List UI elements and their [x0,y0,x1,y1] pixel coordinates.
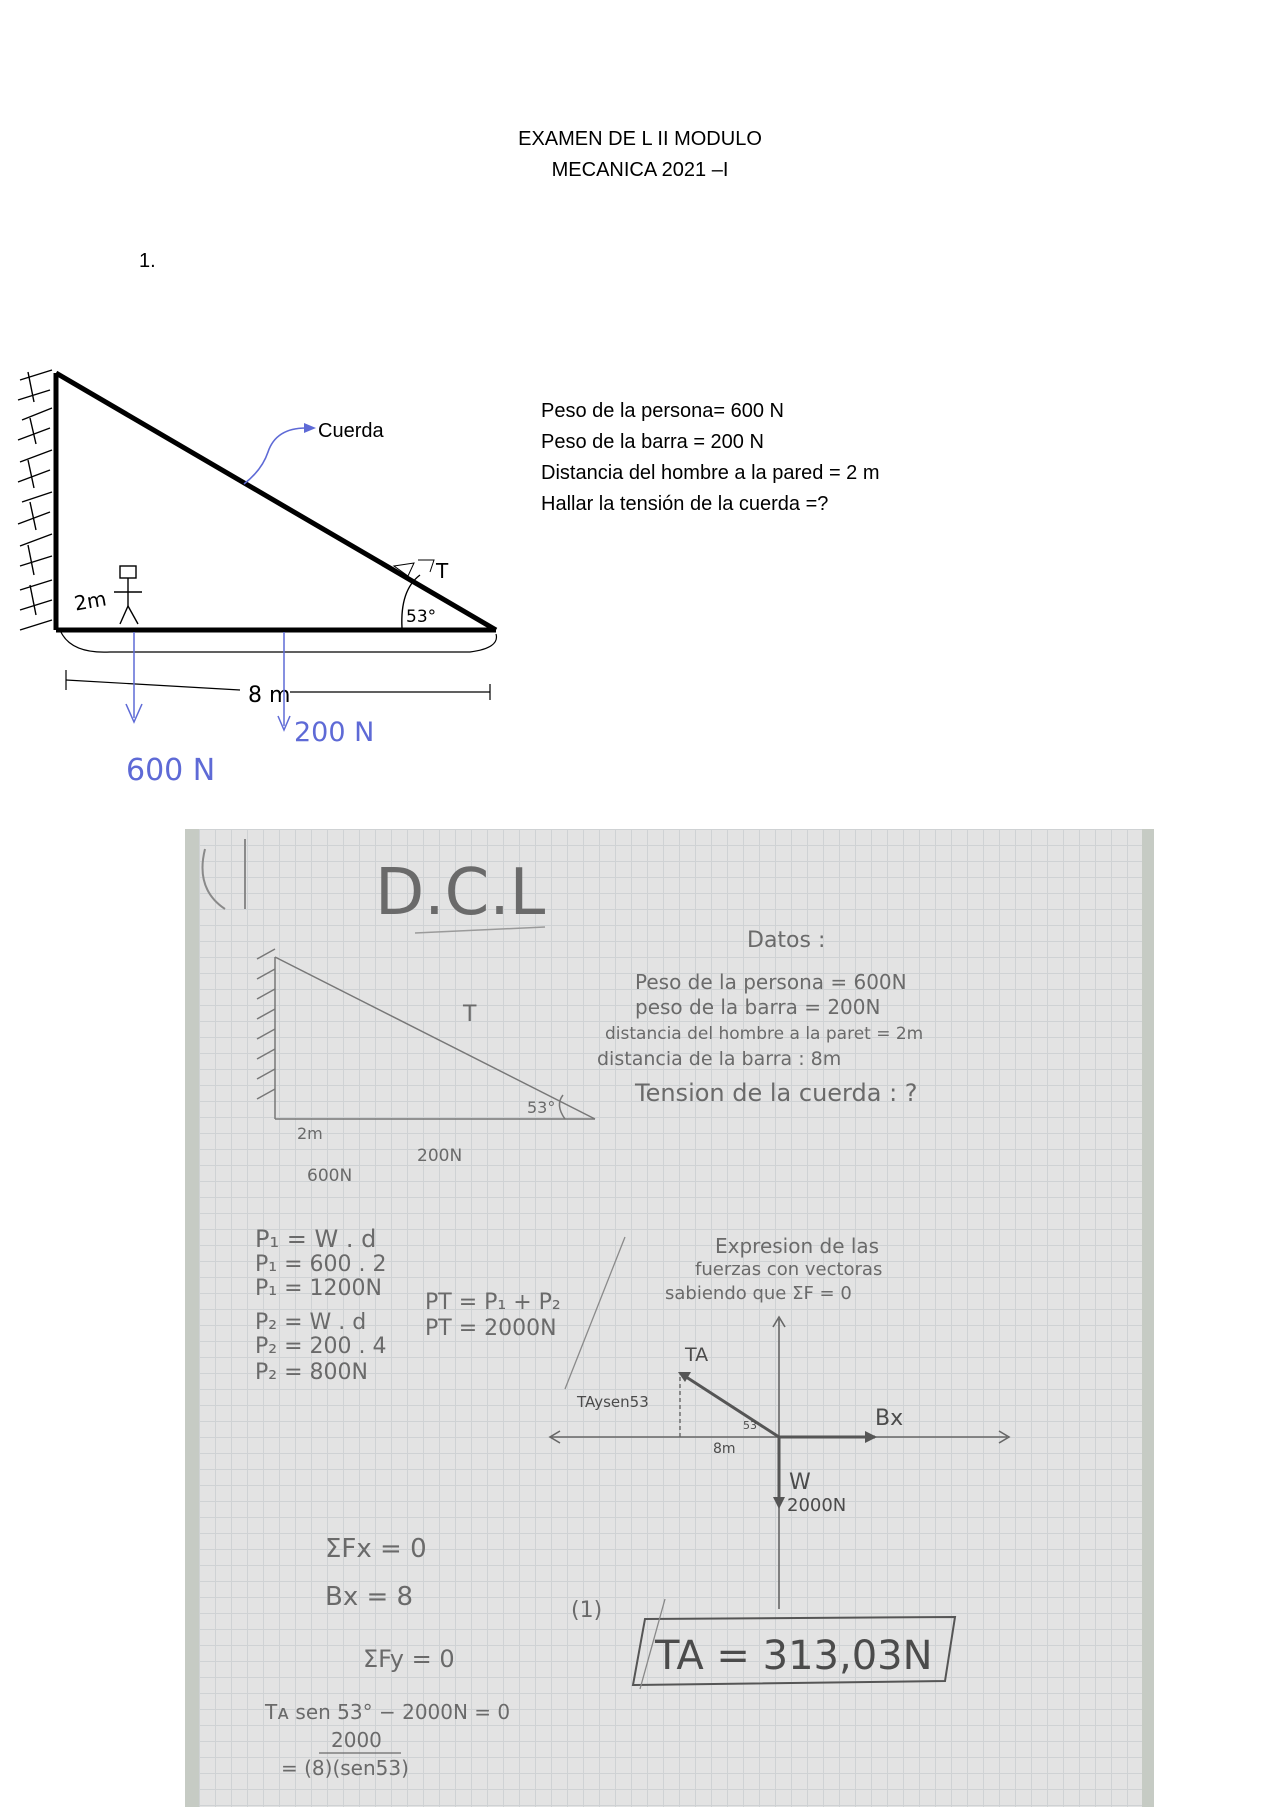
equation-2: Bx = 8 [325,1582,414,1612]
angle-label: 53° [406,607,437,627]
bx-arrow-icon [865,1431,877,1443]
statement-line-4: Hallar la tensión de la cuerda =? [541,493,829,515]
moment-line-6: P₂ = 800N [255,1360,368,1385]
exam-title: EXAMEN DE L II MODULO [518,128,762,150]
section-divider [565,1237,625,1389]
sketch-triangle [257,949,595,1119]
bar-load-arrow [278,632,290,730]
equation-6: = (8)(sen53) [281,1756,409,1780]
bx-label: Bx [875,1406,904,1431]
sketch-distance-label: 2m [297,1124,323,1143]
person-icon [114,566,142,624]
sketch-w2-label: 200N [417,1146,463,1166]
vector-title-2: fuerzas con vectoras [695,1259,883,1280]
moment-line-4: P₂ = W . d [255,1310,367,1335]
sketch-t-label: T [463,1002,477,1027]
moment-line-2: P₁ = 600 . 2 [255,1252,387,1277]
datos-line-1: Peso de la persona = 600N [635,970,907,994]
vector-title-3: sabiendo que ΣF = 0 [665,1283,852,1304]
ta-label: TA [685,1344,709,1366]
w-arrow-icon [773,1497,785,1509]
rope-label: Cuerda [318,420,384,442]
ta-vector [680,1373,779,1437]
equation-4: Tᴀ sen 53° − 2000N = 0 [265,1700,511,1724]
rope-arrow-icon [304,423,316,433]
total-line-1: PT = P₁ + P₂ [425,1290,561,1315]
datos-line-2: peso de la barra = 200N [635,995,881,1019]
exam-subtitle: MECANICA 2021 –I [551,159,729,181]
sketch-w1-label: 600N [307,1166,353,1186]
problem-statement [541,396,880,520]
datos-line-4: distancia de la barra : 8m [597,1048,842,1070]
moment-line-3: P₁ = 1200N [255,1276,382,1301]
statement-line-2: Peso de la barra = 200 N [541,431,764,453]
vector-title-1: Expresion de las [715,1234,880,1258]
vector-angle-label: 53 [743,1419,757,1432]
total-line-2: PT = 2000N [425,1316,557,1341]
statement-line-1: Peso de la persona= 600 N [541,400,784,422]
sketch-angle-label: 53° [527,1098,556,1117]
datos-line-5: Tension de la cuerda : ? [635,1079,918,1107]
tay-label: TAysen53 [577,1393,649,1411]
solution-drawing [185,829,1154,1807]
datos-line-3: distancia del hombre a la paret = 2m [605,1024,924,1044]
moment-line-1: P₁ = W . d [255,1225,377,1253]
person-load-arrow [126,632,142,722]
person-distance-label: 2m [72,586,109,616]
ground-curve [60,630,496,652]
datos-title: Datos : [747,928,826,953]
equation-5: 2000 [331,1728,382,1752]
rope-pointer [244,428,306,484]
equation-3: ΣFy = 0 [363,1645,455,1673]
statement-line-3: Distancia del hombre a la pared = 2 m [541,462,880,484]
circled-number-mark [203,839,246,909]
w-value-label: 2000N [787,1495,847,1516]
bar-load-label: 200 N [294,717,375,748]
solution-scan [185,829,1154,1807]
dcl-heading: D.C.L [375,856,546,930]
w-label: W [789,1470,811,1495]
moment-line-5: P₂ = 200 . 4 [255,1334,387,1359]
span-label: 8 m [248,683,291,708]
equation-1: ΣFx = 0 [325,1534,427,1564]
vector-dist-label: 8m [713,1441,736,1457]
question-number: 1. [139,250,156,272]
tension-label: T [436,559,449,583]
wall-hatch [18,370,52,630]
result-text: TA = 313,03N [655,1633,933,1679]
person-load-label: 600 N [126,753,216,788]
equation-ref: (1) [571,1598,603,1623]
